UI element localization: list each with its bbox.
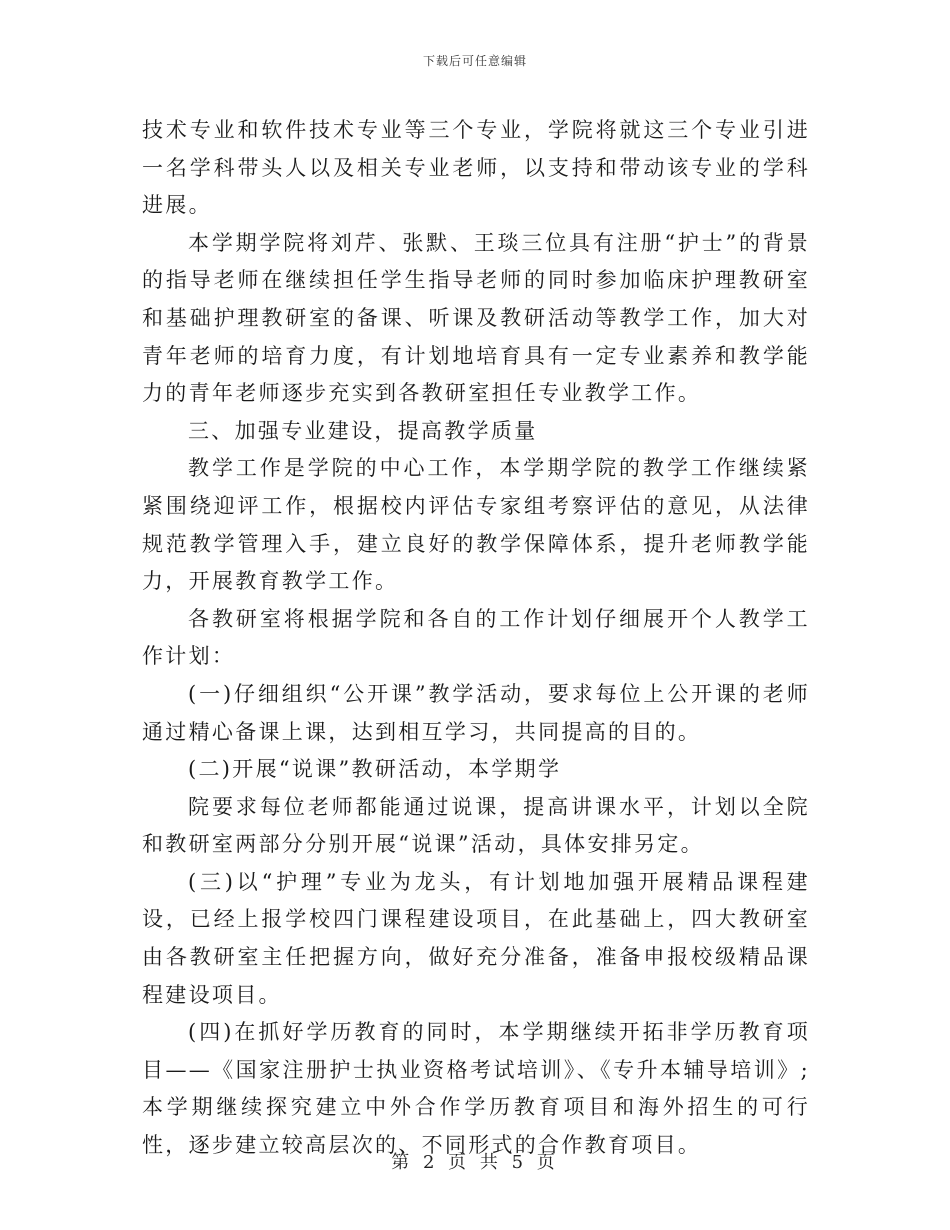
paragraph-4: 教学工作是学院的中心工作，本学期学院的教学工作继续紧紧围绕迎评工作，根据校内评估专家组考察评估的意见，从法律规范教学管理入手，建立良好的教学保障体系，提升老师教学能力，开展教育教学工作。 bbox=[142, 456, 810, 594]
page-number: 第 2 页 共 5 页 bbox=[391, 1152, 559, 1173]
list-item-2-start: (二)开展“说课”教研活动，本学期学 bbox=[188, 757, 562, 782]
list-item-3: (三)以“护理”专业为龙头，有计划地加强开展精品课程建设，已经上报学校四门课程建设项目，在此基础上，四大教研室由各教研室主任把握方向，做好充分准备，准备申报校级精品课程建设项目。 bbox=[142, 869, 810, 1007]
paragraph-5: 各教研室将根据学院和各自的工作计划仔细展开个人教学工作计划： bbox=[142, 606, 810, 669]
list-item-2-continued: 院要求每位老师都能通过说课，提高讲课水平，计划以全院和教研室两部分分别开展“说课”活动，具体安排另定。 bbox=[142, 794, 810, 857]
paragraph-1: 技术专业和软件技术专业等三个专业，学院将就这三个专业引进一名学科带头人以及相关专业老师，以支持和带动该专业的学科进展。 bbox=[142, 118, 810, 218]
list-item-1: (一)仔细组织“公开课”教学活动，要求每位上公开课的老师通过精心备课上课，达到相互学习，共同提高的目的。 bbox=[142, 681, 810, 744]
document-body bbox=[142, 112, 810, 1165]
section-heading-3: 三、加强专业建设，提高教学质量 bbox=[188, 418, 538, 443]
list-item-4: (四)在抓好学历教育的同时，本学期继续开拓非学历教育项目——《国家注册护士执业资格考试培训》、《专升本辅导培训》;本学期继续探究建立中外合作学历教育项目和海外招生的可行性，逐步建立较高层次的、不同形式的合作教育项目。 bbox=[142, 1020, 810, 1158]
paragraph-2: 本学期学院将刘芹、张默、王琰三位具有注册“护士”的背景的指导老师在继续担任学生指导老师的同时参加临床护理教研室和基础护理教研室的备课、听课及教研活动等教学工作，加大对青年老师的培育力度，有计划地培育具有一定专业素养和教学能力的青年老师逐步充实到各教研室担任专业教学工作。 bbox=[142, 230, 810, 406]
page-header: 下载后可任意编辑 bbox=[422, 54, 527, 68]
